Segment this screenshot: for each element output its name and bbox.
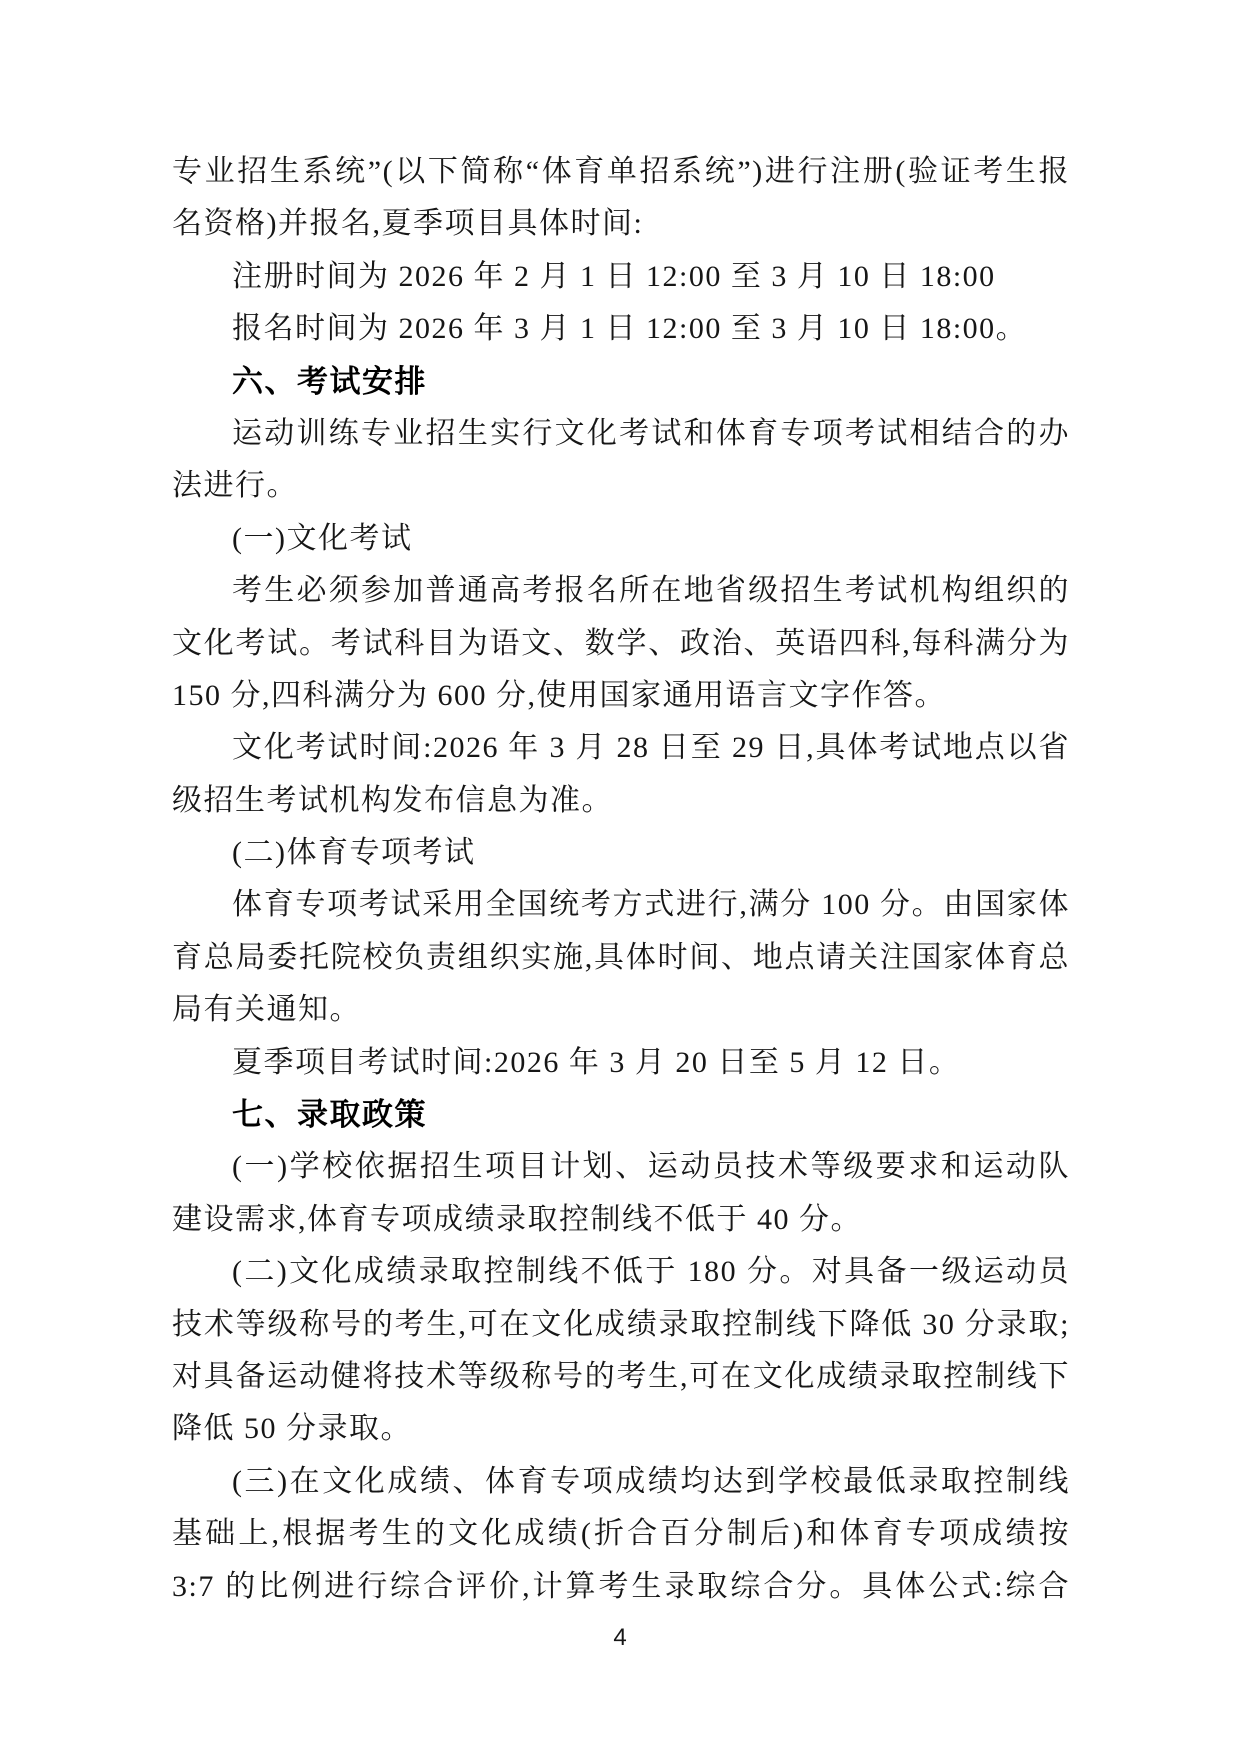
text-line: 运动训练专业招生实行文化考试和体育专项考试相结合的办 [232, 416, 1070, 450]
text-line: 150 分,四科满分为 600 分,使用国家通用语言文字作答。 [172, 678, 946, 712]
text-line: 体育专项考试采用全国统考方式进行,满分 100 分。由国家体 [232, 888, 1070, 922]
text-line: 文化考试时间:2026 年 3 月 28 日至 29 日,具体考试地点以省 [232, 731, 1070, 765]
text-line: 建设需求,体育专项成绩录取控制线不低于 40 分。 [172, 1202, 862, 1236]
text-line: (二)体育专项考试 [232, 836, 476, 870]
text-line: 报名时间为 2026 年 3 月 1 日 12:00 至 3 月 10 日 18:00。 [232, 312, 1028, 346]
text-line: 专业招生系统”(以下简称“体育单招系统”)进行注册(验证考生报 [172, 155, 1070, 188]
text-line: 3:7 的比例进行综合评价,计算考生录取综合分。具体公式:综合 [172, 1569, 1070, 1603]
text-line: 基础上,根据考生的文化成绩(折合百分制后)和体育专项成绩按 [172, 1517, 1070, 1551]
text-line: 育总局委托院校负责组织实施,具体时间、地点请关注国家体育总 [172, 940, 1070, 974]
text-line: 降低 50 分录取。 [172, 1412, 412, 1446]
text-line: 夏季项目考试时间:2026 年 3 月 20 日至 5 月 12 日。 [232, 1045, 961, 1079]
text-line: (一)文化考试 [232, 521, 413, 555]
section-heading: 六、考试安排 [232, 363, 427, 399]
text-line: 文化考试。考试科目为语文、数学、政治、英语四科,每科满分为 [172, 626, 1070, 660]
text-line: 注册时间为 2026 年 2 月 1 日 12:00 至 3 月 10 日 18:00 [232, 259, 996, 293]
text-line: 级招生考试机构发布信息为准。 [172, 783, 613, 817]
text-line: 名资格)并报名,夏季项目具体时间: [172, 207, 644, 241]
text-line: (三)在文化成绩、体育专项成绩均达到学校最低录取控制线 [232, 1464, 1070, 1498]
text-line: (一)学校依据招生项目计划、运动员技术等级要求和运动队 [232, 1150, 1070, 1184]
section-heading: 七、录取政策 [232, 1097, 427, 1133]
text-line: 对具备运动健将技术等级称号的考生,可在文化成绩录取控制线下 [172, 1359, 1070, 1393]
text-line: 局有关通知。 [172, 993, 361, 1027]
page-number: 4 [613, 1624, 627, 1651]
text-line: 考生必须参加普通高考报名所在地省级招生考试机构组织的 [232, 574, 1070, 608]
document-body [172, 146, 1070, 1613]
text-line: (二)文化成绩录取控制线不低于 180 分。对具备一级运动员 [232, 1255, 1070, 1289]
text-line: 技术等级称号的考生,可在文化成绩录取控制线下降低 30 分录取; [172, 1307, 1070, 1341]
text-line: 法进行。 [172, 469, 298, 503]
